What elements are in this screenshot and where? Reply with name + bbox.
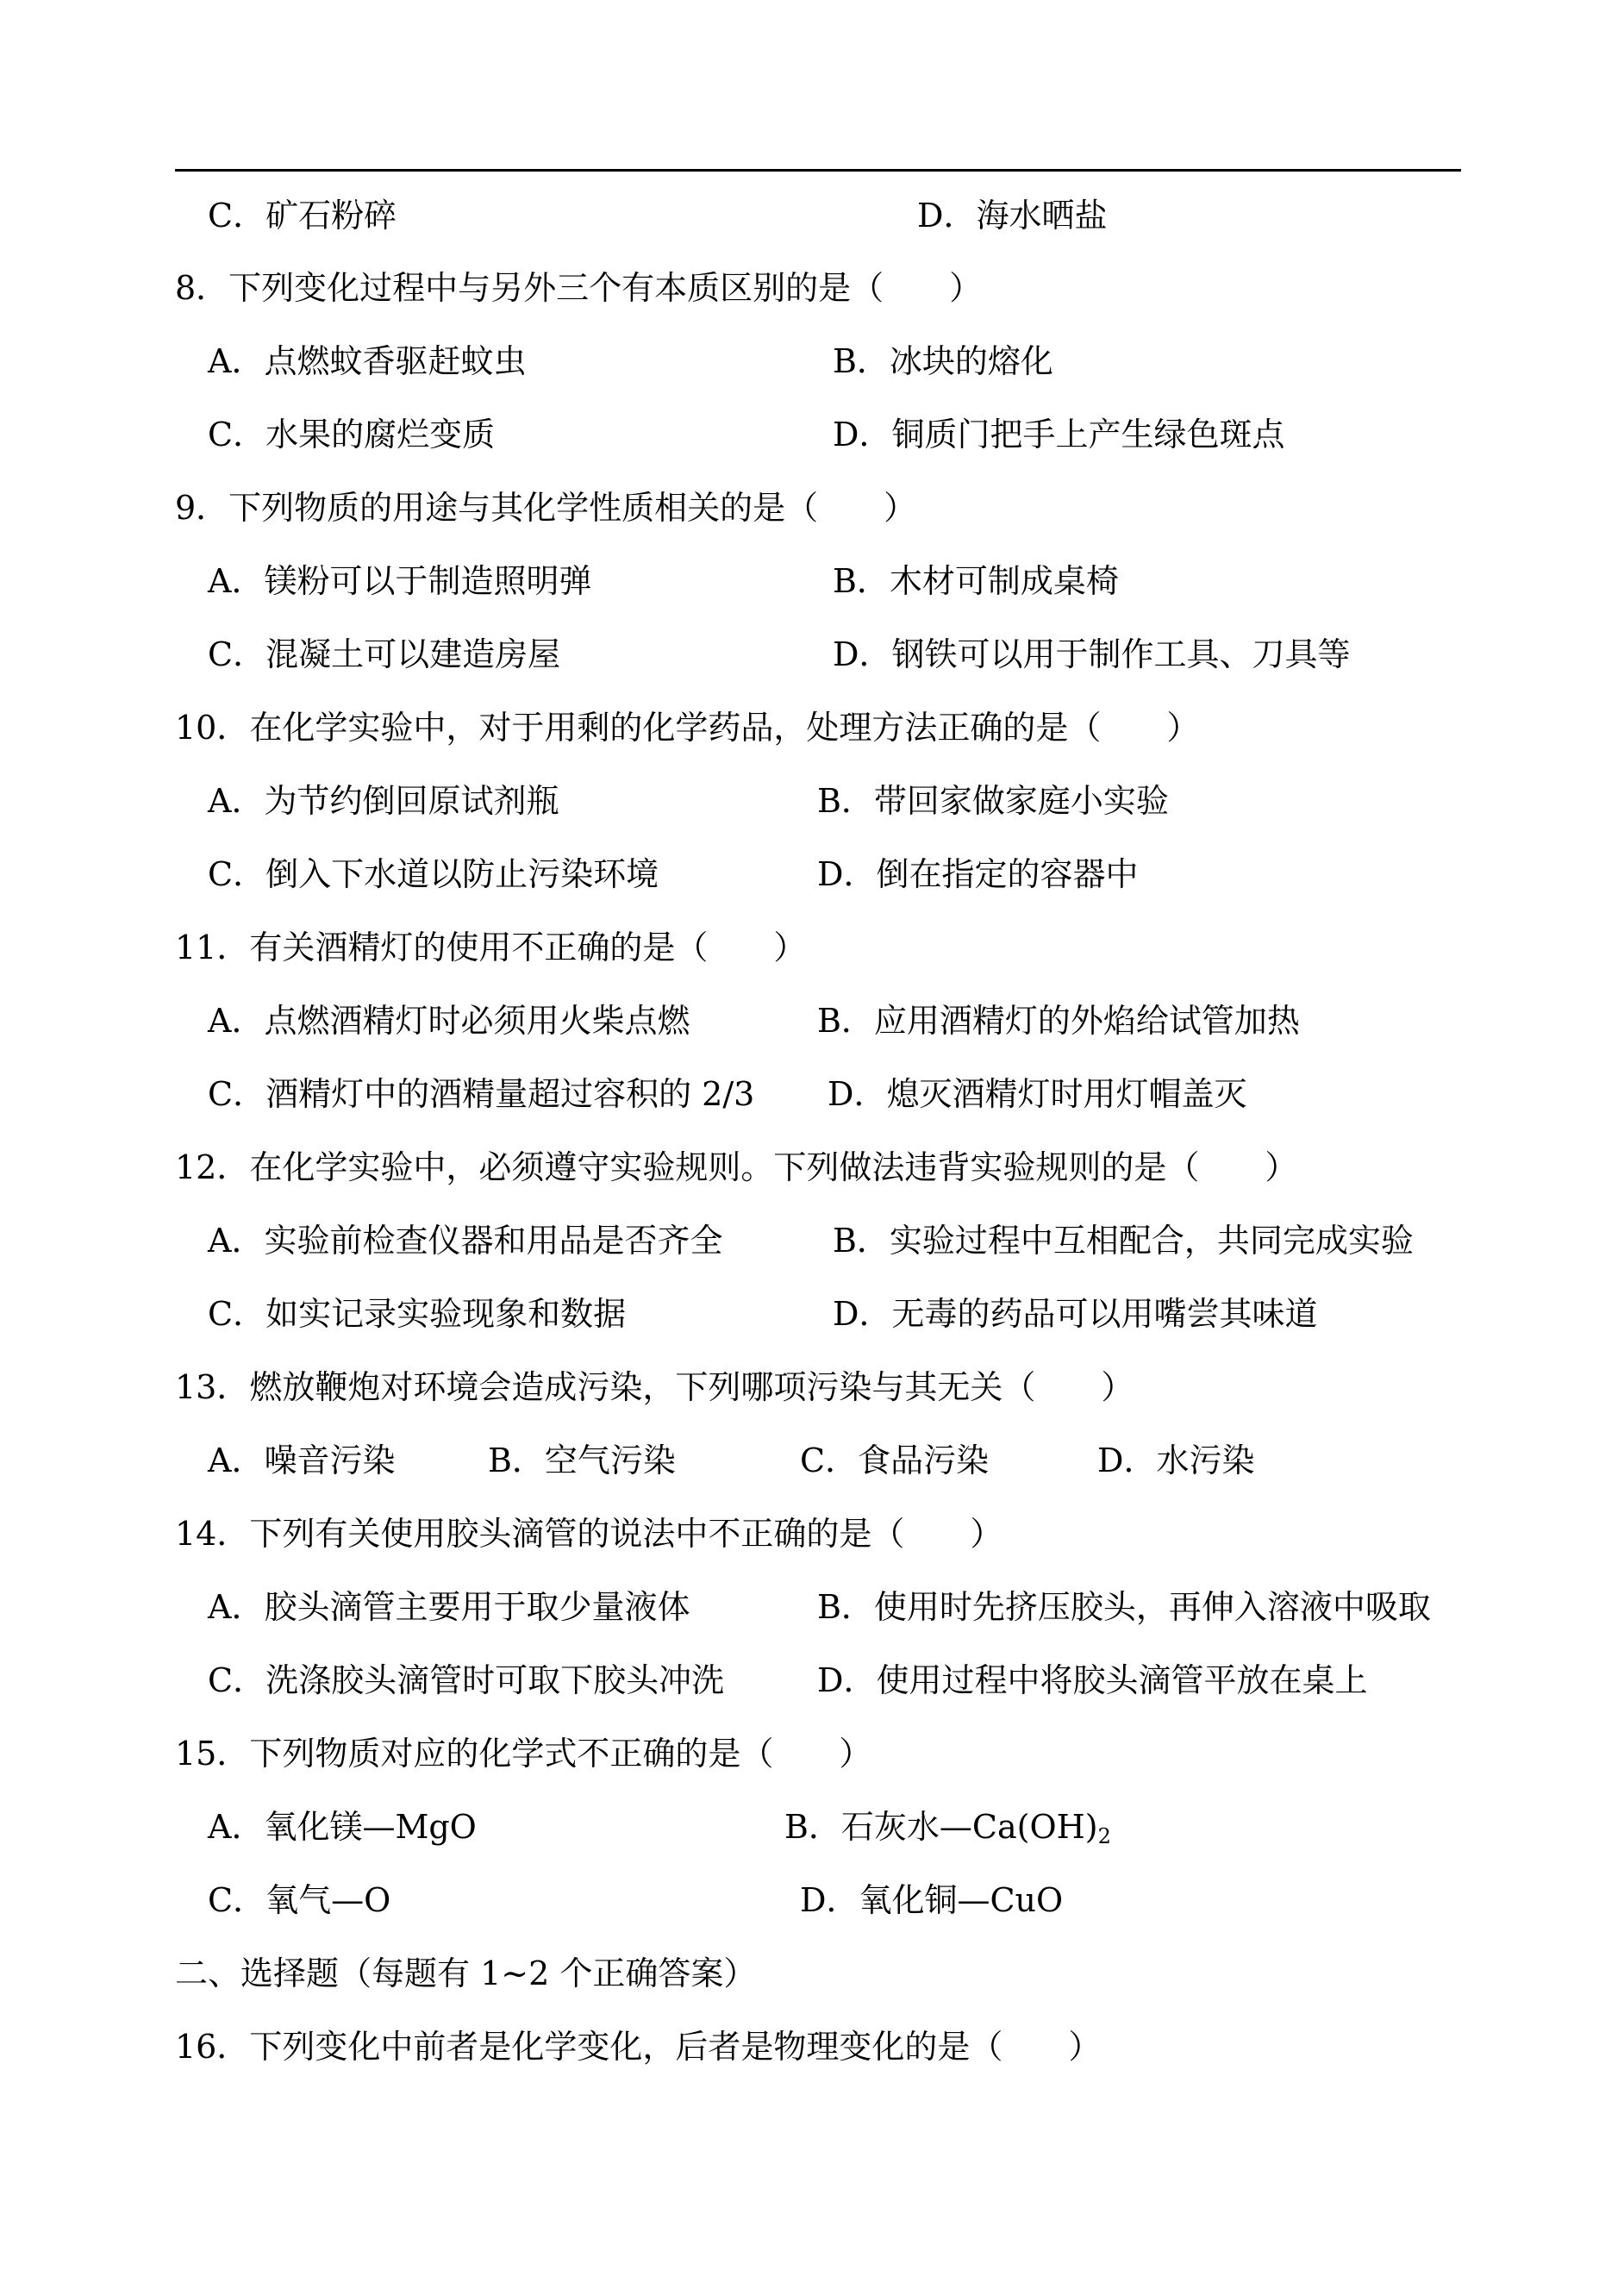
- option-c: C．倒入下水道以防止污染环境: [208, 855, 659, 893]
- question-15-stem: 15．下列物质对应的化学式不正确的是（ ）: [175, 1735, 872, 1773]
- question-11-stem: 11．有关酒精灯的使用不正确的是（ ）: [175, 929, 807, 966]
- option-c: C．混凝土可以建造房屋: [208, 635, 561, 673]
- option-d: D．倒在指定的容器中: [817, 855, 1139, 893]
- option-d: D．铜质门把手上产生绿色斑点: [833, 416, 1285, 453]
- question-14-stem: 14．下列有关使用胶头滴管的说法中不正确的是（ ）: [175, 1515, 1003, 1553]
- question-13-stem: 13．燃放鞭炮对环境会造成污染，下列哪项污染与其无关（ ）: [175, 1368, 1134, 1406]
- question-12-stem: 12．在化学实验中，必须遵守实验规则。下列做法违背实验规则的是（ ）: [175, 1148, 1298, 1186]
- option-b: B．带回家做家庭小实验: [817, 782, 1169, 820]
- option-c: C．洗涤胶头滴管时可取下胶头冲洗: [208, 1661, 725, 1699]
- option-a: A．点燃酒精灯时必须用火柴点燃: [208, 1002, 690, 1040]
- option-a: A．镁粉可以于制造照明弹: [208, 562, 592, 600]
- option-d: D．钢铁可以用于制作工具、刀具等: [833, 635, 1351, 673]
- header-rule: [175, 169, 1461, 172]
- question-16-stem: 16．下列变化中前者是化学变化，后者是物理变化的是（ ）: [175, 2028, 1102, 2066]
- option-a: A．氧化镁—MgO: [208, 1808, 477, 1846]
- option-d: D．使用过程中将胶头滴管平放在桌上: [817, 1661, 1368, 1699]
- question-9-stem: 9．下列物质的用途与其化学性质相关的是（ ）: [175, 489, 917, 527]
- section-2-heading: 二、选择题（每题有 1~2 个正确答案）: [175, 1954, 757, 1992]
- option-b: B．空气污染: [488, 1441, 676, 1479]
- option-c: C．矿石粉碎: [208, 197, 397, 235]
- option-a: A．为节约倒回原试剂瓶: [208, 782, 559, 820]
- option-d: D．熄灭酒精灯时用灯帽盖灭: [828, 1075, 1247, 1113]
- option-c: C．食品污染: [800, 1441, 990, 1479]
- option-b: B．冰块的熔化: [833, 342, 1053, 380]
- option-b: B．木材可制成桌椅: [833, 562, 1119, 600]
- option-a: A．点燃蚊香驱赶蚊虫: [208, 342, 527, 380]
- option-a: A．噪音污染: [208, 1441, 396, 1479]
- option-b: [784, 1801, 1111, 1862]
- option-d: D．氧化铜—CuO: [800, 1881, 1064, 1919]
- option-c: C．酒精灯中的酒精量超过容积的 2/3: [208, 1075, 755, 1113]
- option-d: D．水污染: [1097, 1441, 1255, 1479]
- option-b: B．使用时先挤压胶头，再伸入溶液中吸取: [817, 1588, 1431, 1626]
- option-b-text: B．石灰水—Ca(OH): [784, 1808, 1098, 1846]
- option-c: C．水果的腐烂变质: [208, 416, 496, 453]
- option-a: A．实验前检查仪器和用品是否齐全: [208, 1222, 723, 1260]
- option-a: A．胶头滴管主要用于取少量液体: [208, 1588, 690, 1626]
- subscript: 2: [1097, 1824, 1111, 1848]
- option-b: B．应用酒精灯的外焰给试管加热: [817, 1002, 1300, 1040]
- option-b: B．实验过程中互相配合，共同完成实验: [833, 1222, 1414, 1260]
- option-d: D．海水晒盐: [917, 197, 1108, 235]
- option-c: C．如实记录实验现象和数据: [208, 1295, 627, 1333]
- option-d: D．无毒的药品可以用嘴尝其味道: [833, 1295, 1318, 1333]
- question-8-stem: 8．下列变化过程中与另外三个有本质区别的是（ ）: [175, 269, 983, 307]
- option-c: C．氧气—O: [208, 1881, 391, 1919]
- question-10-stem: 10．在化学实验中，对于用剩的化学药品，处理方法正确的是（ ）: [175, 709, 1200, 747]
